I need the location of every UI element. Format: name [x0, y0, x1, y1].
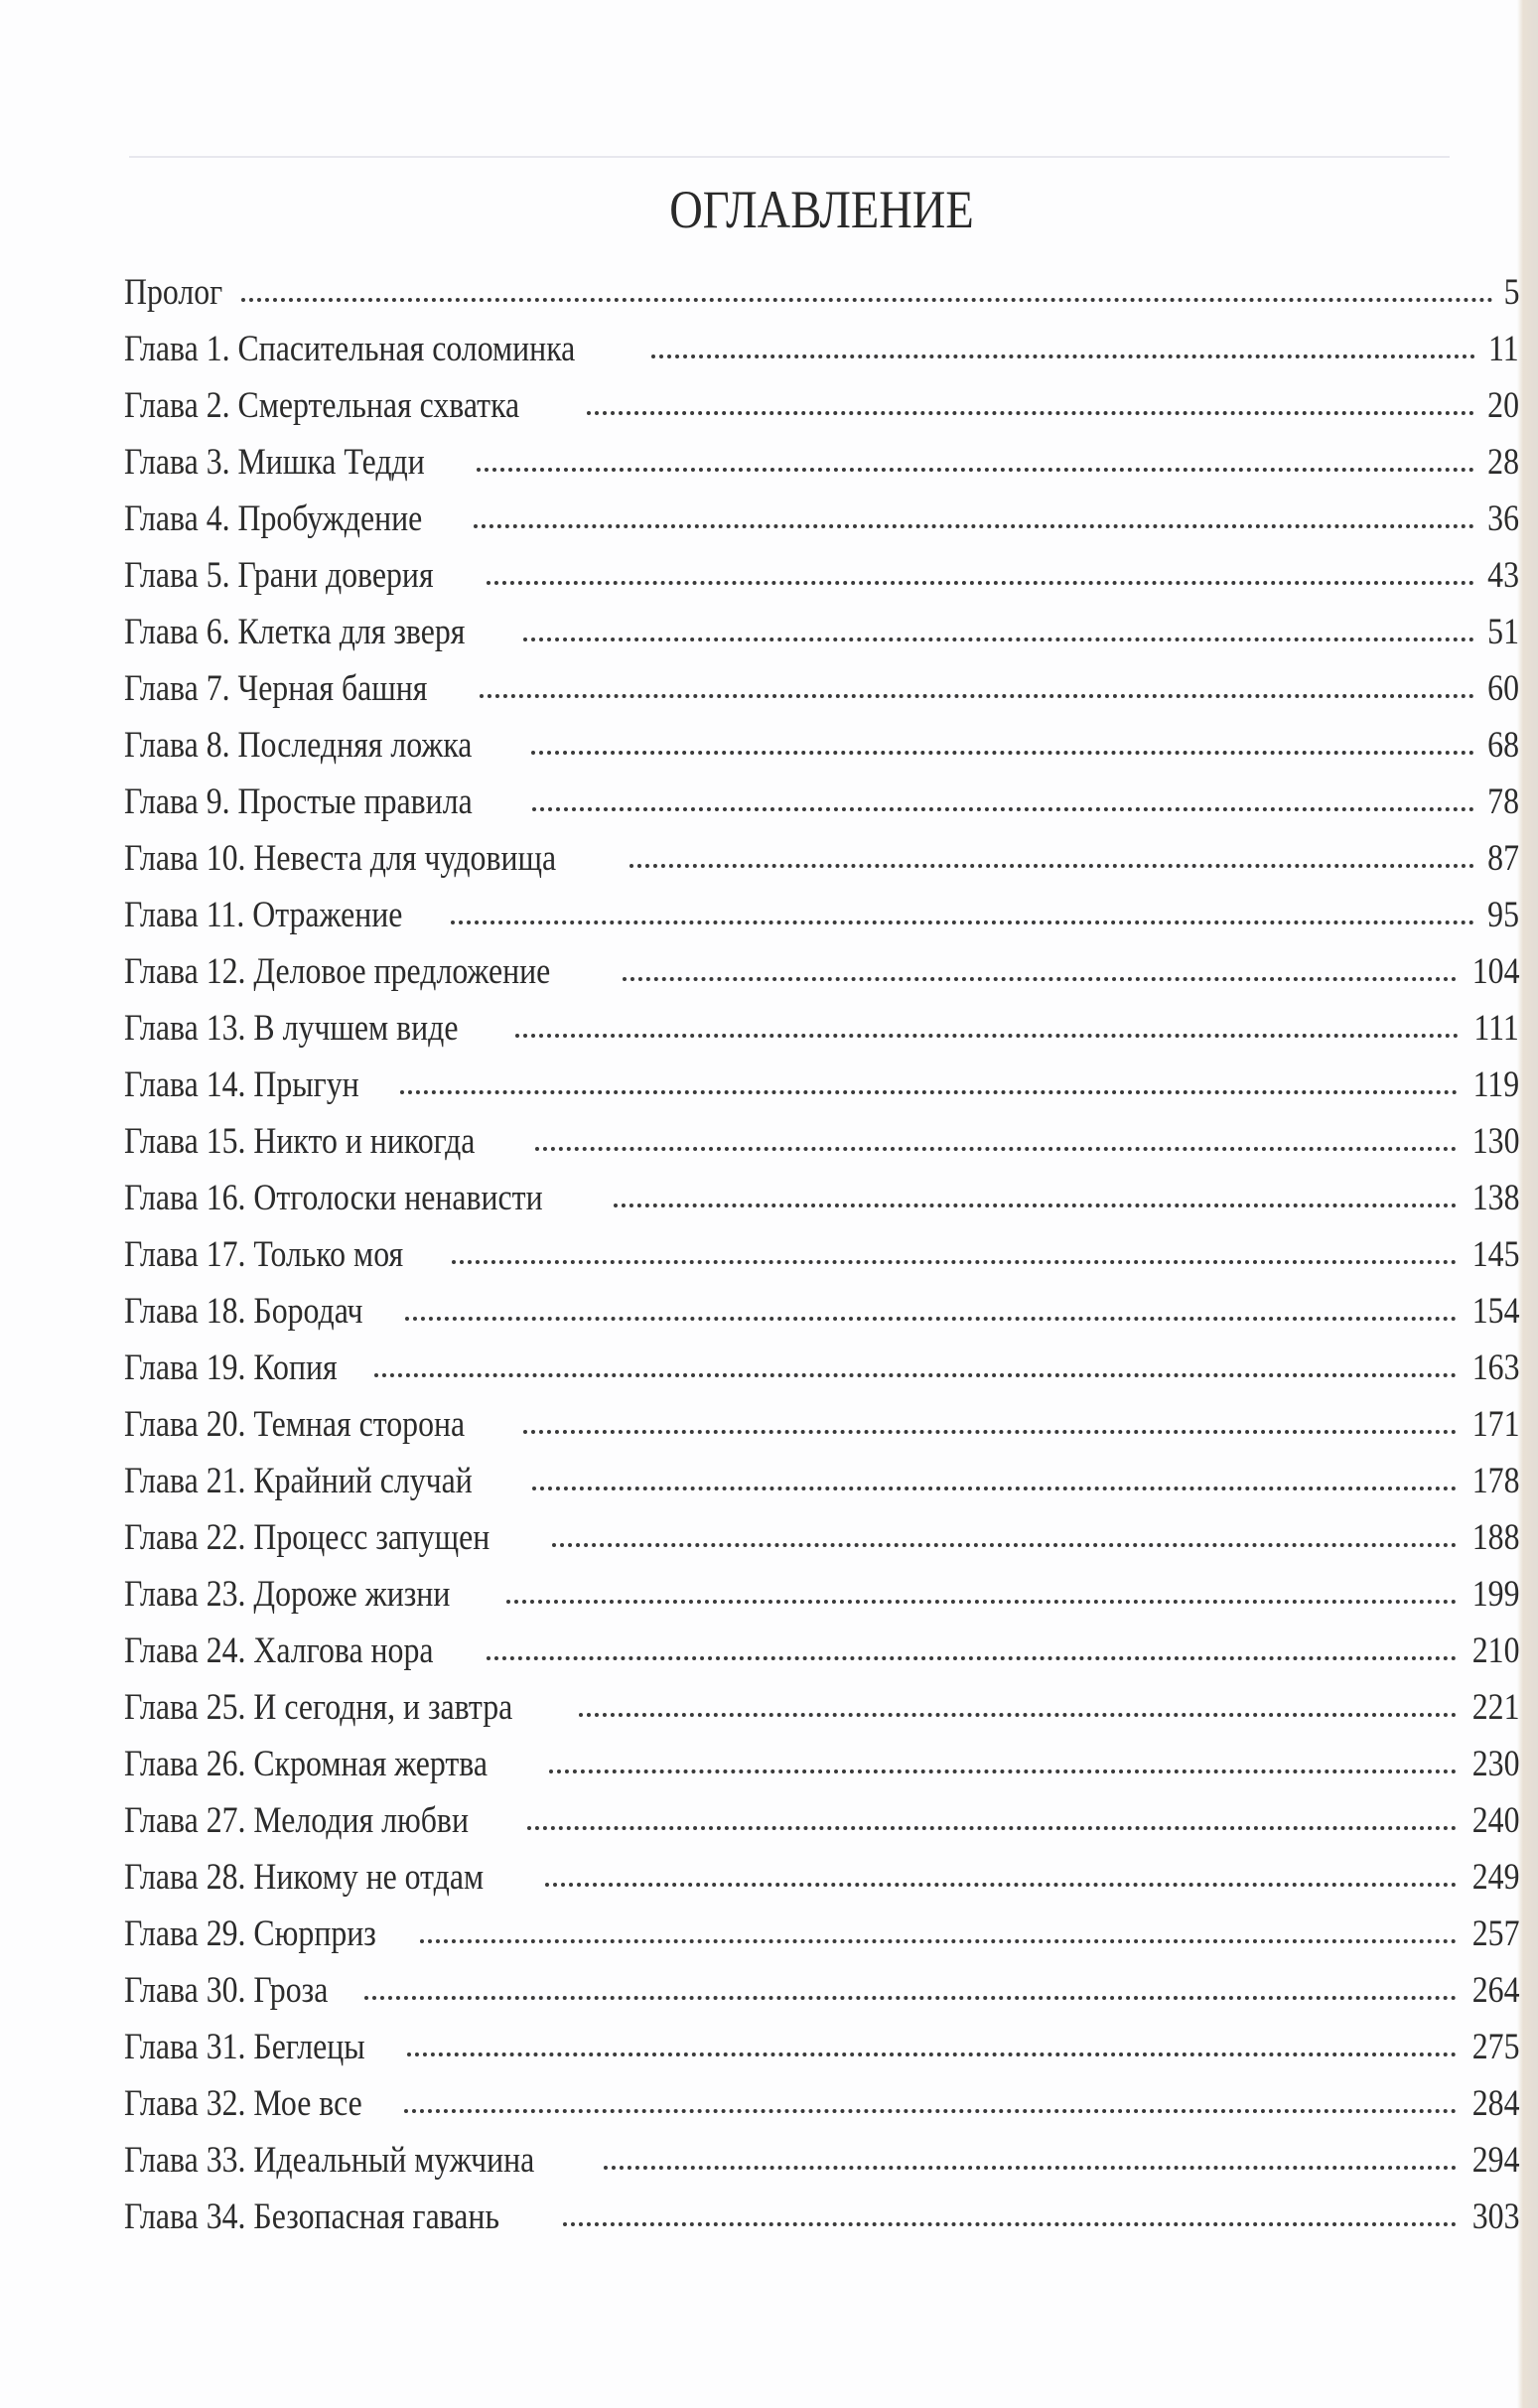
dot-leader [400, 1090, 1458, 1094]
dot-leader [604, 2166, 1456, 2170]
toc-entry [124, 1906, 1519, 1962]
toc-entry-page-number: 240 [1471, 1800, 1519, 1841]
toc-entry-title: Глава 29. Сюрприз [124, 1913, 376, 1954]
dot-leader [523, 637, 1474, 641]
toc-entry [124, 1509, 1519, 1566]
toc-entry-title: Глава 30. Гроза [124, 1970, 329, 2011]
toc-entry-page-number: 104 [1471, 951, 1519, 992]
toc-entry-title: Глава 5. Грани доверия [124, 555, 434, 596]
toc-entry [124, 2132, 1519, 2189]
dot-leader [487, 581, 1474, 585]
dot-leader [364, 1996, 1457, 2000]
dot-leader [623, 977, 1456, 981]
dot-leader [451, 921, 1474, 924]
toc-entry-title: Глава 2. Смертельная схватка [124, 385, 520, 426]
toc-entry-page-number: 230 [1471, 1744, 1519, 1784]
toc-entry [124, 434, 1519, 491]
toc-entry-page-number: 294 [1471, 2140, 1519, 2181]
toc-entry [124, 1113, 1519, 1170]
dot-leader [515, 1034, 1459, 1038]
toc-entry-page-number: 95 [1487, 895, 1519, 935]
toc-entry [124, 1736, 1519, 1792]
toc-entry-title: Глава 16. Отголоски ненависти [124, 1178, 543, 1218]
toc-entry-title: Глава 14. Прыгун [124, 1064, 359, 1105]
table-of-contents [124, 264, 1519, 2245]
toc-entry-page-number: 111 [1473, 1008, 1519, 1049]
toc-entry [124, 1566, 1519, 1623]
toc-entry [124, 377, 1519, 434]
toc-entry [124, 1623, 1519, 1679]
toc-entry [124, 2019, 1519, 2075]
toc-entry-title: Глава 10. Невеста для чудовища [124, 838, 557, 879]
dot-leader [477, 468, 1474, 472]
dot-leader [374, 1373, 1456, 1377]
toc-entry [124, 1453, 1519, 1509]
dot-leader [614, 1204, 1456, 1207]
toc-entry-page-number: 36 [1487, 498, 1519, 539]
toc-entry-title: Глава 21. Крайний случай [124, 1461, 473, 1501]
dot-leader [474, 524, 1474, 528]
toc-entry-title: Глава 3. Мишка Тедди [124, 442, 425, 483]
show-through-line [129, 156, 1450, 158]
toc-entry-title: Глава 8. Последняя ложка [124, 725, 473, 766]
toc-entry [124, 2075, 1519, 2132]
toc-entry-title: Глава 25. И сегодня, и завтра [124, 1687, 513, 1728]
toc-entry [124, 1170, 1519, 1226]
toc-entry [124, 264, 1519, 321]
toc-entry-page-number: 78 [1487, 781, 1519, 822]
toc-entry-page-number: 171 [1471, 1404, 1519, 1445]
toc-entry-page-number: 275 [1471, 2027, 1519, 2067]
toc-entry-page-number: 51 [1487, 612, 1519, 652]
dot-leader [527, 1826, 1456, 1830]
toc-entry-page-number: 154 [1471, 1291, 1519, 1332]
dot-leader [407, 2053, 1457, 2056]
dot-leader [545, 1883, 1457, 1887]
toc-entry-page-number: 130 [1471, 1121, 1519, 1162]
dot-leader [480, 694, 1474, 698]
toc-entry-title: Глава 4. Пробуждение [124, 498, 423, 539]
toc-entry-title: Глава 26. Скромная жертва [124, 1744, 489, 1784]
toc-entry [124, 1792, 1519, 1849]
toc-entry [124, 830, 1519, 887]
toc-entry [124, 717, 1519, 774]
toc-entry-title: Глава 13. В лучшем виде [124, 1008, 459, 1049]
toc-entry-title: Глава 24. Халгова нора [124, 1630, 434, 1671]
dot-leader [452, 1260, 1457, 1264]
toc-entry-title: Глава 17. Только моя [124, 1234, 404, 1275]
toc-entry [124, 1962, 1519, 2019]
toc-entry [124, 2189, 1519, 2245]
toc-entry-title: Глава 6. Клетка для зверя [124, 612, 466, 652]
dot-leader [532, 1487, 1457, 1490]
toc-entry-title: Глава 18. Бородач [124, 1291, 363, 1332]
toc-entry-page-number: 284 [1471, 2083, 1519, 2124]
toc-entry [124, 1340, 1519, 1396]
toc-entry-page-number: 138 [1471, 1178, 1519, 1218]
toc-entry-page-number: 210 [1471, 1630, 1519, 1671]
dot-leader [532, 807, 1474, 811]
toc-entry [124, 1000, 1519, 1057]
toc-entry-title: Глава 1. Спасительная соломинка [124, 329, 576, 369]
toc-entry-title: Глава 33. Идеальный мужчина [124, 2140, 535, 2181]
toc-entry [124, 1849, 1519, 1906]
toc-entry-page-number: 68 [1487, 725, 1519, 766]
toc-entry-title: Глава 32. Мое все [124, 2083, 362, 2124]
toc-entry-page-number: 188 [1471, 1517, 1519, 1558]
dot-leader [563, 2222, 1456, 2226]
dot-leader [506, 1600, 1457, 1604]
toc-entry-page-number: 264 [1471, 1970, 1519, 2011]
dot-leader [535, 1147, 1457, 1151]
toc-entry-title: Глава 15. Никто и никогда [124, 1121, 476, 1162]
toc-entry-page-number: 5 [1503, 272, 1519, 313]
toc-entry [124, 1679, 1519, 1736]
toc-entry-page-number: 60 [1487, 668, 1519, 709]
toc-entry-title: Глава 20. Темная сторона [124, 1404, 466, 1445]
toc-entry-title: Глава 12. Деловое предложение [124, 951, 551, 992]
toc-entry-page-number: 28 [1487, 442, 1519, 483]
toc-entry-page-number: 178 [1471, 1461, 1519, 1501]
toc-entry-title: Глава 7. Черная башня [124, 668, 428, 709]
toc-entry-title: Глава 31. Беглецы [124, 2027, 365, 2067]
toc-entry [124, 1226, 1519, 1283]
toc-entry [124, 491, 1519, 547]
toc-entry-title: Глава 28. Никому не отдам [124, 1857, 485, 1898]
page-title: ОГЛАВЛЕНИЕ [669, 180, 974, 239]
dot-leader [487, 1656, 1456, 1660]
dot-leader [629, 864, 1474, 868]
toc-entry-title: Глава 22. Процесс запущен [124, 1517, 490, 1558]
toc-entry-title: Пролог [124, 272, 223, 313]
toc-entry [124, 321, 1519, 377]
toc-entry-page-number: 20 [1487, 385, 1519, 426]
toc-entry-title: Глава 27. Мелодия любви [124, 1800, 469, 1841]
toc-entry-page-number: 221 [1471, 1687, 1519, 1728]
toc-entry [124, 1396, 1519, 1453]
dot-leader [579, 1713, 1457, 1717]
toc-entry-page-number: 257 [1471, 1913, 1519, 1954]
toc-entry-page-number: 87 [1487, 838, 1519, 879]
toc-entry-title: Глава 34. Безопасная гавань [124, 2196, 499, 2237]
toc-entry [124, 547, 1519, 604]
toc-entry-title: Глава 11. Отражение [124, 895, 403, 935]
toc-entry [124, 660, 1519, 717]
toc-entry-title: Глава 19. Копия [124, 1347, 338, 1388]
toc-entry-page-number: 119 [1472, 1064, 1519, 1105]
dot-leader [549, 1770, 1456, 1773]
dot-leader [523, 1430, 1457, 1434]
toc-entry-page-number: 163 [1471, 1347, 1519, 1388]
dot-leader [651, 354, 1475, 358]
toc-entry-page-number: 249 [1471, 1857, 1519, 1898]
toc-entry [124, 774, 1519, 830]
toc-entry-page-number: 199 [1471, 1574, 1519, 1615]
toc-entry-page-number: 11 [1488, 329, 1519, 369]
toc-entry-page-number: 303 [1471, 2196, 1519, 2237]
dot-leader [405, 1317, 1457, 1321]
toc-entry-title: Глава 9. Простые правила [124, 781, 473, 822]
toc-entry [124, 1057, 1519, 1113]
dot-leader [404, 2109, 1457, 2113]
dot-leader [531, 751, 1474, 755]
toc-entry [124, 887, 1519, 943]
toc-entry-page-number: 145 [1471, 1234, 1519, 1275]
toc-entry [124, 604, 1519, 660]
toc-entry [124, 943, 1519, 1000]
toc-entry-title: Глава 23. Дороже жизни [124, 1574, 451, 1615]
dot-leader [587, 411, 1474, 415]
dot-leader [420, 1939, 1456, 1943]
toc-entry-page-number: 43 [1487, 555, 1519, 596]
dot-leader [552, 1543, 1456, 1547]
dot-leader [241, 298, 1492, 302]
toc-entry [124, 1283, 1519, 1340]
